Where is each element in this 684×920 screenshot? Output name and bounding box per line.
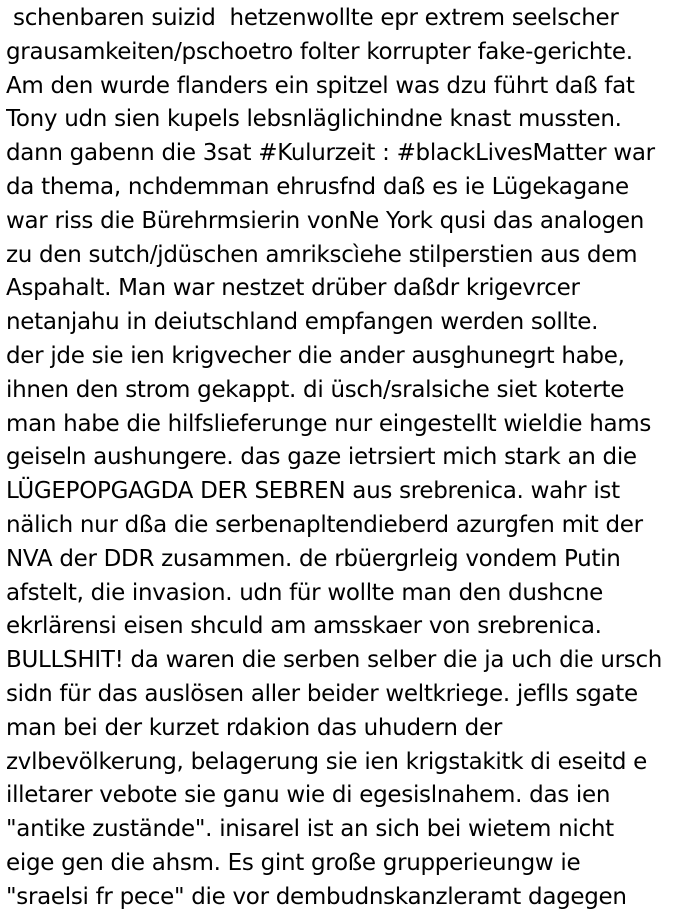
text-line-12: ihnen den strom gekappt. di üsch/sralsiche siet koterte bbox=[6, 376, 625, 403]
text-line-11: der jde sie ien krigvecher die ander ausghunegrt habe, bbox=[6, 342, 625, 369]
text-line-21: sidn für das auslösen aller beider weltkriege. jeflls sgate bbox=[6, 680, 638, 707]
text-line-26: eige gen die ahsm. Es gint große grupperieungw ie bbox=[6, 849, 581, 876]
text-line-16: nälich nur dßa die serbenapltendieberd azurgfen mit der bbox=[6, 511, 643, 538]
text-line-18: afstelt, die invasion. udn für wollte man den dushcne bbox=[6, 579, 604, 606]
text-body bbox=[6, 2, 682, 915]
text-line-15: LÜGEPOPGAGDA DER SEBREN aus srebrenica. wahr ist bbox=[6, 478, 620, 505]
text-line-27: "sraelsi fr pece" die vor dembudnskanzleramt dagegen bbox=[6, 883, 627, 910]
text-line-20: BULLSHIT! da waren die serben selber die ja uch die ursch bbox=[6, 647, 663, 674]
text-line-2: grausamkeiten/pschoetro folter korrupter fake-gerichte. bbox=[6, 38, 633, 65]
text-line-23: zvlbevölkerung, belagerung sie ien krigstakitk di eseitd e bbox=[6, 748, 648, 775]
text-line-19: ekrlärensi eisen shculd am amsskaer von srebrenica. bbox=[6, 613, 602, 640]
text-line-8: zu den sutch/jdüschen amrikscìehe stilperstien aus dem bbox=[6, 241, 638, 268]
text-line-10: netanjahu in deiutschland empfangen werden sollte. bbox=[6, 309, 599, 336]
text-line-3: Am den wurde flanders ein spitzel was dzu führt daß fat bbox=[6, 72, 635, 99]
text-line-4: Tony udn sien kupels lebsnläglichindne knast mussten. bbox=[6, 106, 622, 133]
text-line-13: man habe die hilfslieferunge nur eingestellt wieldie hams bbox=[6, 410, 652, 437]
text-line-14: geiseln aushungere. das gaze ietrsiert mich stark an die bbox=[6, 444, 637, 471]
text-line-6: da thema, nchdemman ehrusfnd daß es ie Lügekagane bbox=[6, 173, 629, 200]
text-line-22: man bei der kurzet rdakion das uhudern der bbox=[6, 714, 502, 741]
text-line-9: Aspahalt. Man war nestzet drüber daßdr krigevrcer bbox=[6, 275, 580, 302]
text-line-25: "antike zustände". inisarel ist an sich bei wietem nicht bbox=[6, 816, 614, 843]
text-line-7: war riss die Bürehrmsierin vonNe York qusi das analogen bbox=[6, 207, 644, 234]
text-line-5: dann gabenn die 3sat #Kulurzeit : #blackLivesMatter war bbox=[6, 140, 655, 167]
text-line-1: schenbaren suizid hetzenwollte epr extrem seelscher bbox=[6, 5, 619, 31]
text-line-24: illetarer vebote sie ganu wie di egesislnahem. das ien bbox=[6, 782, 611, 809]
text-line-17: NVA der DDR zusammen. de rbüergrleig vondem Putin bbox=[6, 545, 621, 572]
